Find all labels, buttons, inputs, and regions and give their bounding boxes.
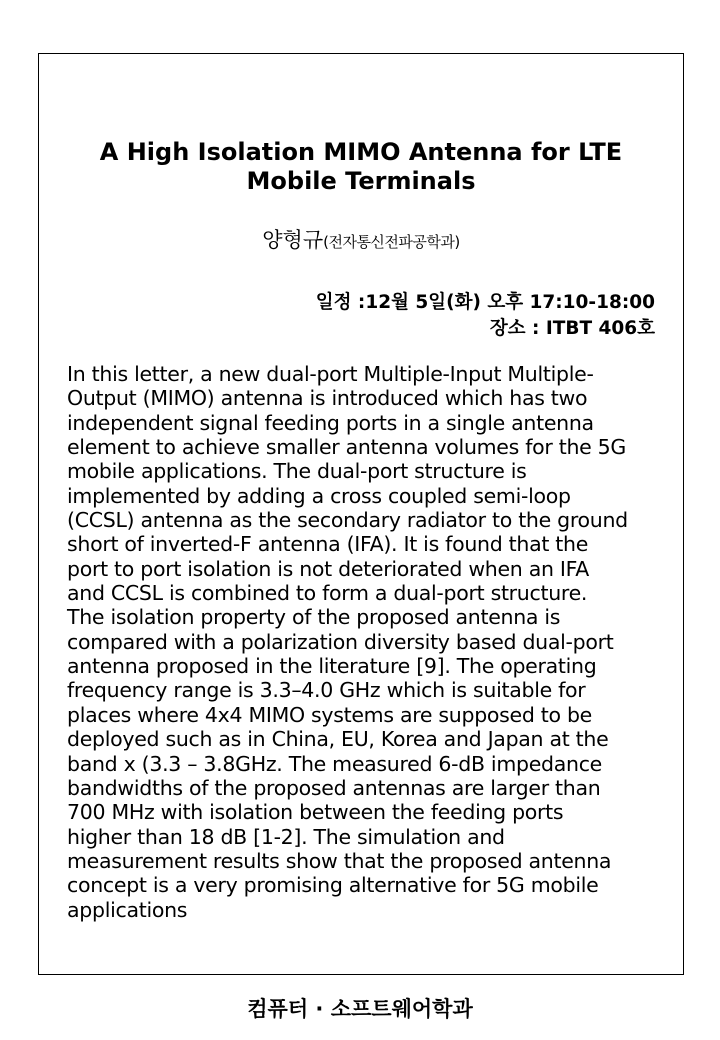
abstract-line: frequency range is 3.3–4.0 GHz which is suitable for (67, 678, 586, 703)
speaker-department: (전자통신전파공학과) (323, 233, 460, 251)
abstract-line: and CCSL is combined to form a dual-port structure. (67, 581, 588, 606)
abstract-line: concept is a very promising alternative for 5G mobile (67, 873, 599, 898)
department-footer: 컴퓨터 · 소프트웨어학과 (247, 997, 473, 1021)
abstract-line: The isolation property of the proposed antenna is (67, 605, 561, 630)
abstract-line: measurement results show that the proposed antenna (67, 848, 612, 873)
talk-title (39, 138, 683, 196)
abstract-line: independent signal feeding ports in a single antenna (67, 410, 594, 435)
abstract-line: band x (3.3 – 3.8GHz. The measured 6-dB impedance (67, 751, 602, 776)
abstract-text (67, 362, 667, 922)
speaker (39, 226, 683, 256)
talk-title-line-1: A High Isolation MIMO Antenna for LTE (99, 138, 623, 166)
abstract-line: places where 4x4 MIMO systems are supposed to be (67, 702, 592, 727)
abstract-line: (CCSL) antenna as the secondary radiator to the ground (67, 508, 628, 533)
abstract-line: short of inverted-F antenna (IFA). It is found that the (67, 532, 589, 557)
abstract-line: bandwidths of the proposed antennas are larger than (67, 775, 601, 800)
abstract-line: deployed such as in China, EU, Korea and Japan at the (67, 727, 609, 752)
content-frame (38, 53, 684, 975)
talk-title-line-2: Mobile Terminals (246, 167, 476, 195)
abstract-line: 700 MHz with isolation between the feeding ports (67, 800, 564, 825)
abstract-line: implemented by adding a cross coupled semi-loop (67, 483, 571, 508)
abstract-line: port to port isolation is not deteriorated when an IFA (67, 556, 589, 581)
abstract-line: antenna proposed in the literature [9]. The operating (67, 654, 597, 679)
schedule-date: 일정 :12월 5일(화) 오후 17:10-18:00 (315, 292, 655, 313)
abstract-line: element to achieve smaller antenna volumes for the 5G (67, 435, 627, 460)
schedule-block (316, 290, 655, 342)
speaker-name: 양형규 (262, 228, 324, 252)
abstract-line: In this letter, a new dual-port Multiple-Input Multiple- (67, 362, 594, 386)
abstract-line: applications (67, 897, 188, 922)
abstract-line: higher than 18 dB [1-2]. The simulation and (67, 824, 505, 849)
abstract-line: compared with a polarization diversity based dual-port (67, 629, 614, 654)
schedule-place: 장소 : ITBT 406호 (489, 318, 655, 339)
abstract-line: Output (MIMO) antenna is introduced which has two (67, 386, 588, 411)
abstract-line: mobile applications. The dual-port structure is (67, 459, 527, 484)
